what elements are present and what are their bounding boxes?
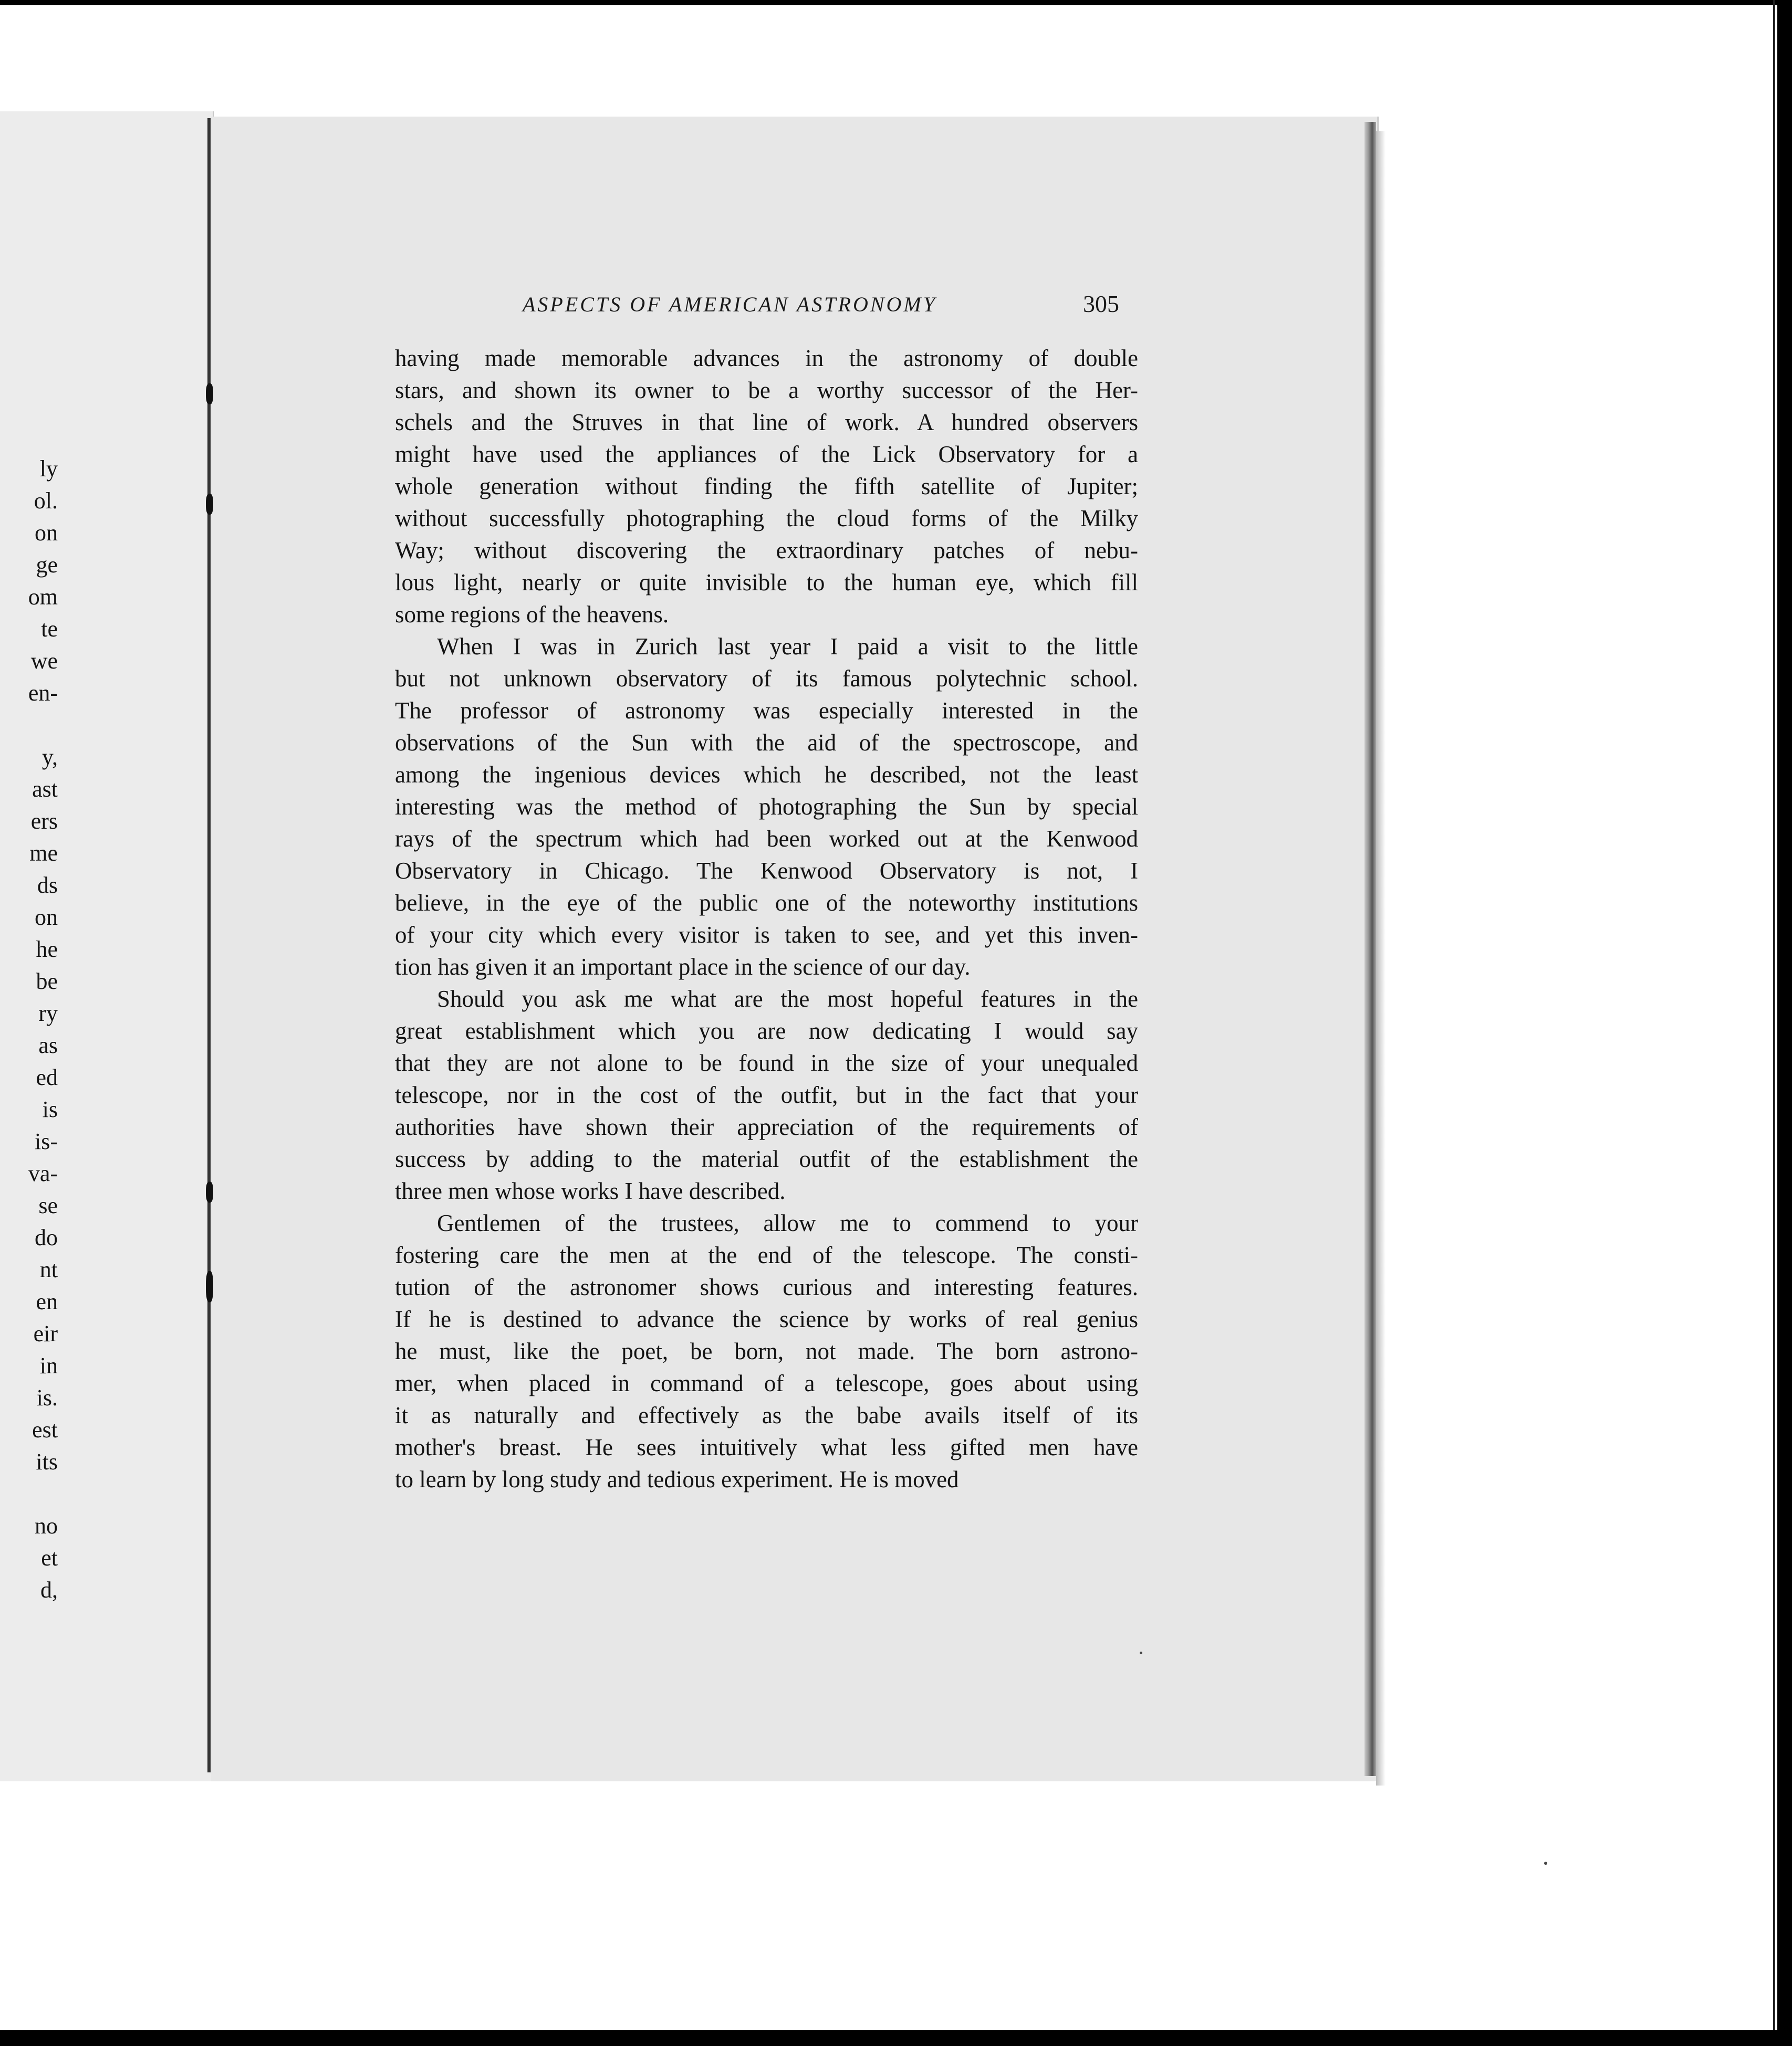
- left-page-line-fragment: on: [35, 904, 58, 930]
- text-line: it as naturally and effectively as the babe avails itself of its: [395, 1402, 1138, 1428]
- running-head: ASPECTS OF AMERICAN ASTRONOMY: [523, 293, 937, 316]
- left-page-line-fragment: om: [28, 584, 58, 610]
- text-line: Gentlemen of the trustees, allow me to commend to your: [437, 1210, 1138, 1236]
- text-line: great establishment which you are now dedicating I would say: [395, 1018, 1138, 1044]
- left-page-line-fragment: no: [35, 1513, 58, 1539]
- left-page-line-fragment: he: [36, 936, 58, 962]
- text-line: observations of the Sun with the aid of the spectroscope, and: [395, 729, 1138, 756]
- text-line: to learn by long study and tedious experiment. He is moved: [395, 1466, 959, 1492]
- text-line: telescope, nor in the cost of the outfit, but in the fact that your: [395, 1082, 1138, 1108]
- left-page-line-fragment: ge: [36, 552, 58, 578]
- left-page-line-fragment: en: [36, 1289, 58, 1314]
- facing-page-left: [0, 111, 214, 1781]
- left-page-line-fragment: ast: [32, 776, 58, 802]
- left-page-line-fragment: its: [36, 1449, 58, 1475]
- left-page-line-fragment: se: [38, 1193, 58, 1218]
- page-shadow: [1376, 131, 1385, 1786]
- paragraph: [395, 631, 1138, 983]
- page-number: 305: [1083, 290, 1119, 317]
- paragraph: [395, 983, 1138, 1207]
- left-page-line-fragment: y,: [41, 744, 58, 770]
- text-line: mer, when placed in command of a telescope, goes about using: [395, 1370, 1138, 1396]
- binding-thread-mark: [206, 383, 213, 404]
- text-line: interesting was the method of photographing the Sun by special: [395, 794, 1138, 820]
- text-line: tion has given it an important place in the science of our day.: [395, 954, 971, 980]
- book-gutter: [207, 118, 211, 1772]
- left-page-line-fragment: en-: [28, 680, 58, 706]
- left-page-line-fragment: is-: [35, 1129, 58, 1154]
- scan-speck: [1140, 1652, 1142, 1654]
- text-line: believe, in the eye of the public one of the noteworthy institutions: [395, 890, 1138, 916]
- left-page-line-fragment: d,: [40, 1577, 58, 1603]
- text-line: whole generation without finding the fifth satellite of Jupiter;: [395, 473, 1138, 499]
- left-page-line-fragment: ers: [30, 808, 58, 834]
- text-line: If he is destined to advance the science by works of real genius: [395, 1306, 1138, 1332]
- text-line: stars, and shown its owner to be a worthy successor of the Her-: [395, 377, 1138, 403]
- left-page-line-fragment: do: [35, 1225, 58, 1250]
- text-line: success by adding to the material outfit of the establishment the: [395, 1146, 1138, 1172]
- paragraph: [395, 1207, 1138, 1496]
- text-line: but not unknown observatory of its famous polytechnic school.: [395, 665, 1138, 692]
- left-page-line-fragment: on: [35, 520, 58, 546]
- text-line: tution of the astronomer shows curious and interesting features.: [395, 1274, 1138, 1300]
- text-line: having made memorable advances in the astronomy of double: [395, 345, 1138, 371]
- text-line: three men whose works I have described.: [395, 1178, 786, 1204]
- left-page-line-fragment: est: [32, 1417, 58, 1443]
- left-page-line-fragment: [0, 1478, 58, 1510]
- binding-thread-mark: [206, 1271, 213, 1302]
- left-page-line-fragment: as: [38, 1032, 58, 1058]
- text-line: The professor of astronomy was especially interested in the: [395, 697, 1138, 724]
- text-line: lous light, nearly or quite invisible to the human eye, which fill: [395, 569, 1138, 596]
- text-line: schels and the Struves in that line of work. A hundred observers: [395, 409, 1138, 435]
- body-text: [395, 342, 1138, 1496]
- binding-thread-mark: [206, 1182, 213, 1203]
- left-page-line-fragment: ol.: [34, 488, 58, 514]
- left-page-text-fragments: [0, 453, 58, 1606]
- text-line: Should you ask me what are the most hopeful features in the: [437, 986, 1138, 1012]
- text-line: mother's breast. He sees intuitively what less gifted men have: [395, 1434, 1138, 1460]
- text-line: authorities have shown their appreciation of the requirements of: [395, 1114, 1138, 1140]
- text-line: rays of the spectrum which had been worked out at the Kenwood: [395, 826, 1138, 852]
- left-page-line-fragment: be: [36, 968, 58, 994]
- text-line: some regions of the heavens.: [395, 601, 669, 628]
- text-line: that they are not alone to be found in the size of your unequaled: [395, 1050, 1138, 1076]
- text-line: of your city which every visitor is taken to see, and yet this inven-: [395, 922, 1138, 948]
- paragraph: [395, 342, 1138, 631]
- text-line: among the ingenious devices which he described, not the least: [395, 761, 1138, 788]
- scan-border-top: [0, 0, 1792, 5]
- left-page-line-fragment: is: [42, 1097, 58, 1122]
- scan-border-bottom: [0, 2030, 1792, 2046]
- left-page-line-fragment: [0, 709, 58, 741]
- page-edge: [1364, 122, 1376, 1776]
- scan-border-right: [1777, 0, 1792, 2046]
- scan-border-right-inner: [1773, 0, 1775, 2046]
- text-line: When I was in Zurich last year I paid a visit to the little: [437, 633, 1138, 660]
- left-page-line-fragment: nt: [39, 1257, 58, 1282]
- text-line: without successfully photographing the cloud forms of the Milky: [395, 505, 1138, 531]
- left-page-line-fragment: we: [30, 648, 58, 674]
- text-line: Observatory in Chicago. The Kenwood Observatory is not, I: [395, 858, 1138, 884]
- left-page-line-fragment: me: [29, 840, 58, 866]
- text-line: fostering care the men at the end of the telescope. The consti-: [395, 1242, 1138, 1268]
- text-line: he must, like the poet, be born, not made. The born astrono-: [395, 1338, 1138, 1364]
- left-page-line-fragment: et: [41, 1545, 58, 1571]
- binding-thread-mark: [206, 494, 213, 515]
- left-page-line-fragment: ds: [37, 872, 58, 898]
- text-line: Way; without discovering the extraordinary patches of nebu-: [395, 537, 1138, 563]
- left-page-line-fragment: ed: [36, 1064, 58, 1090]
- left-page-line-fragment: eir: [33, 1321, 58, 1346]
- left-page-line-fragment: va-: [28, 1161, 58, 1186]
- left-page-line-fragment: te: [41, 616, 58, 642]
- left-page-line-fragment: in: [39, 1353, 58, 1379]
- left-page-line-fragment: is.: [36, 1385, 58, 1411]
- text-line: might have used the appliances of the Lick Observatory for a: [395, 441, 1138, 467]
- left-page-line-fragment: ry: [38, 1000, 58, 1026]
- left-page-line-fragment: ly: [39, 456, 58, 482]
- scan-speck: [1544, 1862, 1547, 1865]
